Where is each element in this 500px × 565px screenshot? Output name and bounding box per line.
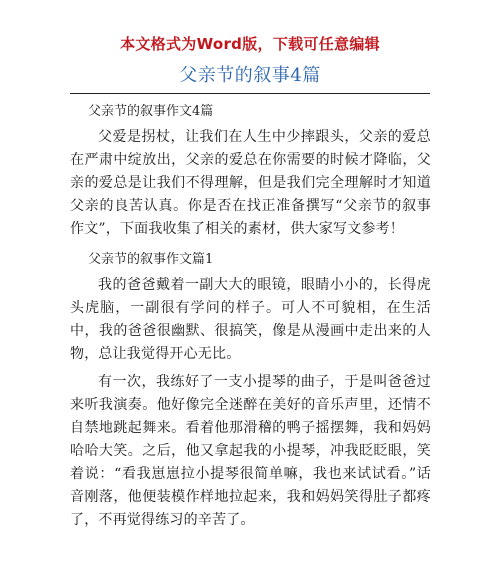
document-body xyxy=(70,98,431,537)
format-notice-banner: 本文格式为Word版，下载可任意编辑 xyxy=(120,35,380,53)
document-title: 父亲节的叙事4篇 xyxy=(179,65,321,86)
body-paragraph: 父爱是拐杖，让我们在人生中少摔跟头，父亲的爱总在严肃中绽放出，父亲的爱总在你需要的时候才降临，父亲的爱总是让我们不得理解，但是我们完全理解时才知道父亲的良苦认真。你是否在找正准备撰写“父亲节的叙事作文”，下面我收集了相关的素材，供大家写文参考！ xyxy=(70,129,431,237)
body-paragraph: 有一次，我练好了一支小提琴的曲子，于是叫爸爸过来听我演奏。他好像完全迷醉在美好的音乐声里，还情不自禁地跳起舞来。看着他那滑稽的鸭子摇摆舞，我和妈妈哈哈大笑。之后，他又拿起我的小提琴，冲我眨眨眼，笑着说：“看我崽崽拉小提琴很简单嘛，我也来试试看。”话音刚落，他便装模作样地拉起来，我和妈妈笑得肚子都疼了，不再觉得练习的辛苦了。 xyxy=(70,374,431,528)
section-subheading: 父亲节的叙事作文篇1 xyxy=(88,252,214,267)
title-underline-divider xyxy=(70,93,430,94)
section-subheading: 父亲节的叙事作文4篇 xyxy=(88,104,214,119)
body-paragraph: 我的爸爸戴着一副大大的眼镜，眼睛小小的，长得虎头虎脑，一副很有学问的样子。可人不可貌相，在生活中，我的爸爸很幽默、很搞笑，像是从漫画中走出来的人物，总让我觉得开心无比。 xyxy=(70,277,431,362)
